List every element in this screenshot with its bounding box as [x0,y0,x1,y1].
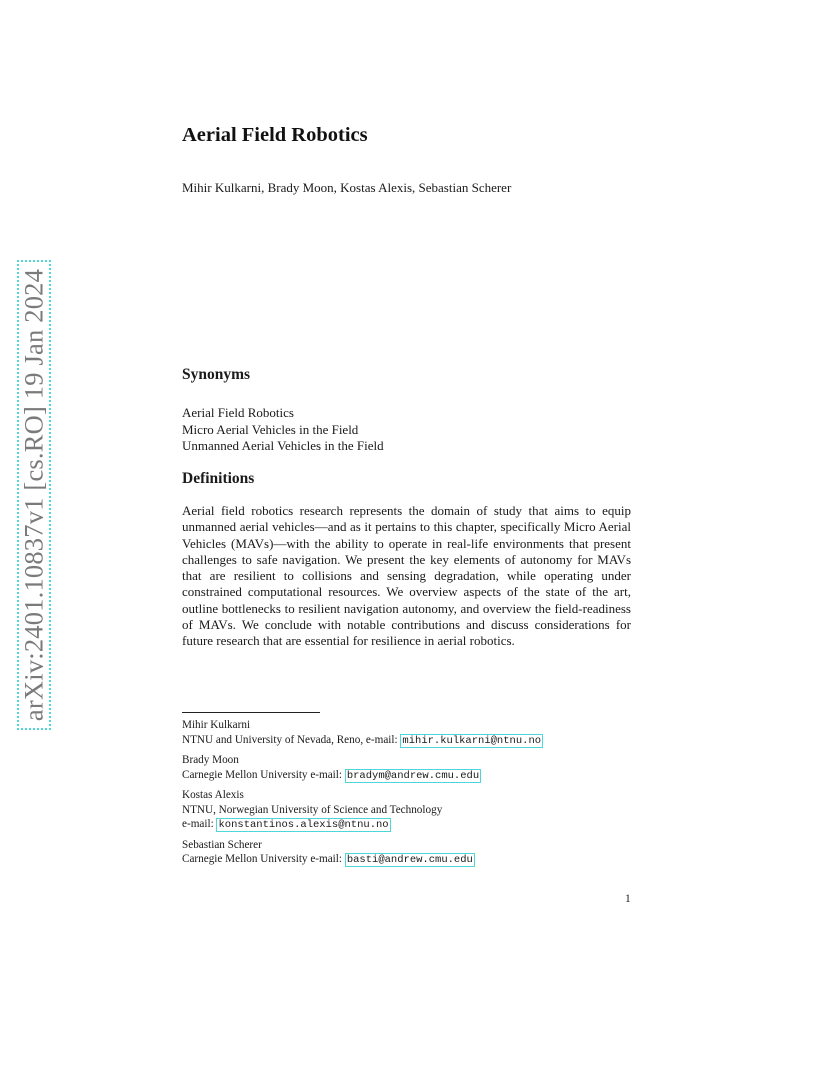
footnote-divider [182,712,320,713]
affiliations [182,718,543,873]
synonym-item: Unmanned Aerial Vehicles in the Field [182,438,384,453]
affiliation-name: Mihir Kulkarni [182,719,251,731]
email-link[interactable]: mihir.kulkarni@ntnu.no [402,734,542,747]
synonym-item: Aerial Field Robotics [182,405,294,420]
affiliation-name: Brady Moon [182,754,239,766]
page-number: 1 [625,893,631,905]
email-link[interactable]: konstantinos.alexis@ntnu.no [218,819,389,831]
email-prefix: e-mail: [182,818,217,830]
affiliation-institution: Carnegie Mellon University e-mail: [182,768,345,781]
affiliation-institution: NTNU and University of Nevada, Reno, e-mail: [182,733,401,746]
synonyms-list [182,405,384,455]
affiliation-alexis [182,788,543,833]
definitions-paragraph: Aerial field robotics research represents the domain of study that aims to equip unmanned aerial vehicles—and as it pertains to this chapter, specifically Micro Aerial Vehicles (MAVs)—with the ability to operate in real-life environments that present challenges to safe navigation. We present the key elements of autonomy for MAVs that are resilient to collisions and sensing degradation, while operating under constrained computational resources. We overview aspects of the state of the art, outline bottlenecks to resilient navigation autonomy, and overview the field-readiness of MAVs. We conclude with notable contributions and discuss considerations for future research that are essential for resilience in aerial robotics. [182,503,631,649]
email-link[interactable]: bradym@andrew.cmu.edu [346,769,480,782]
synonyms-heading: Synonyms [182,366,251,383]
affiliation-institution: NTNU, Norwegian University of Science and Technology [182,803,443,816]
email-link[interactable]: basti@andrew.cmu.edu [346,854,473,866]
definitions-heading: Definitions [182,470,255,487]
synonym-item: Micro Aerial Vehicles in the Field [182,421,359,437]
paper-title: Aerial Field Robotics [182,124,368,146]
affiliation-scherer [182,838,543,868]
affiliation-name: Sebastian Scherer [182,838,262,851]
affiliation-moon [182,753,543,783]
affiliation-institution: Carnegie Mellon University e-mail: [182,853,345,865]
author-list: Mihir Kulkarni, Brady Moon, Kostas Alexis, Sebastian Scherer [182,180,512,195]
arxiv-identifier[interactable]: arXiv:2401.10837v1 [cs.RO] 19 Jan 2024 [18,268,49,722]
affiliation-name: Kostas Alexis [182,789,244,801]
affiliation-kulkarni [182,718,543,748]
